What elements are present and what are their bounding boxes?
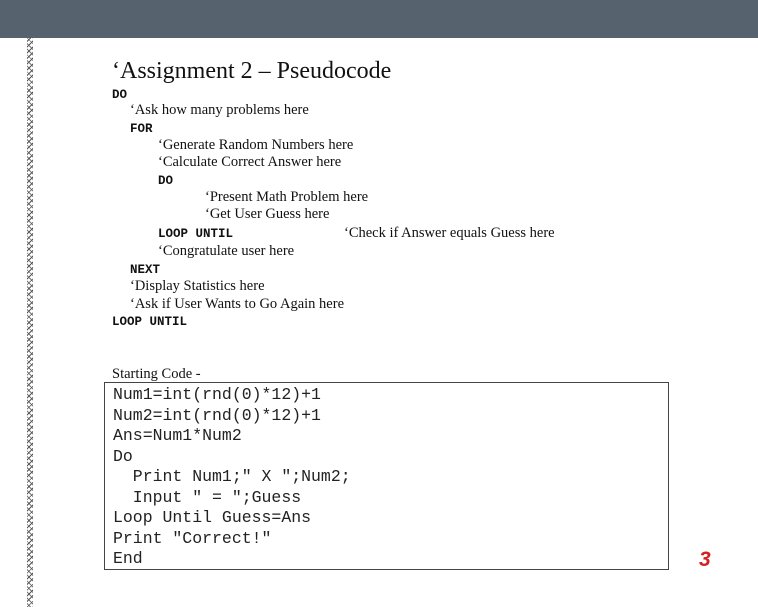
pseudocode-line: ‘Get User Guess here (205, 206, 330, 222)
pseudocode-line: ‘Generate Random Numbers here (158, 137, 354, 153)
pseudocode-comment: ‘Check if Answer equals Guess here (344, 225, 555, 241)
code-line: Print Num1;" X ";Num2; (113, 467, 351, 486)
zigzag-border-overlay (27, 38, 33, 607)
code-line: Loop Until Guess=Ans (113, 508, 312, 527)
pseudocode-line: LOOP UNTIL (112, 315, 188, 329)
pseudocode-line: ‘Present Math Problem here (205, 189, 369, 205)
pseudocode-line: ‘Ask how many problems here (130, 102, 309, 118)
pseudocode-line: ‘Ask if User Wants to Go Again here (130, 296, 345, 312)
pseudocode-line: ‘Congratulate user here (158, 243, 295, 259)
pseudocode-line: DO (158, 174, 174, 188)
starting-code-label: Starting Code - (112, 366, 201, 382)
top-bar (0, 0, 758, 38)
pseudocode-line: ‘Display Statistics here (130, 278, 265, 294)
code-line: Input " = ";Guess (113, 487, 302, 507)
code-line: Ans=Num1*Num2 (113, 426, 242, 445)
code-box (104, 382, 669, 570)
code-line: Print "Correct!" (113, 528, 272, 548)
pseudocode-line: DO (112, 88, 128, 102)
pseudocode-line: NEXT (130, 263, 161, 277)
page-title: ‘Assignment 2 – Pseudocode (112, 58, 392, 84)
code-line: Num1=int(rnd(0)*12)+1 (113, 385, 321, 404)
pseudocode-line: ‘Calculate Correct Answer here (158, 154, 342, 170)
code-line: Num2=int(rnd(0)*12)+1 (113, 405, 321, 425)
pseudocode-line: FOR (130, 122, 153, 136)
code-line: End (113, 549, 143, 568)
pseudocode-line: LOOP UNTIL (158, 227, 234, 241)
page-number: 3 (699, 548, 711, 571)
code-line: Do (113, 446, 133, 466)
